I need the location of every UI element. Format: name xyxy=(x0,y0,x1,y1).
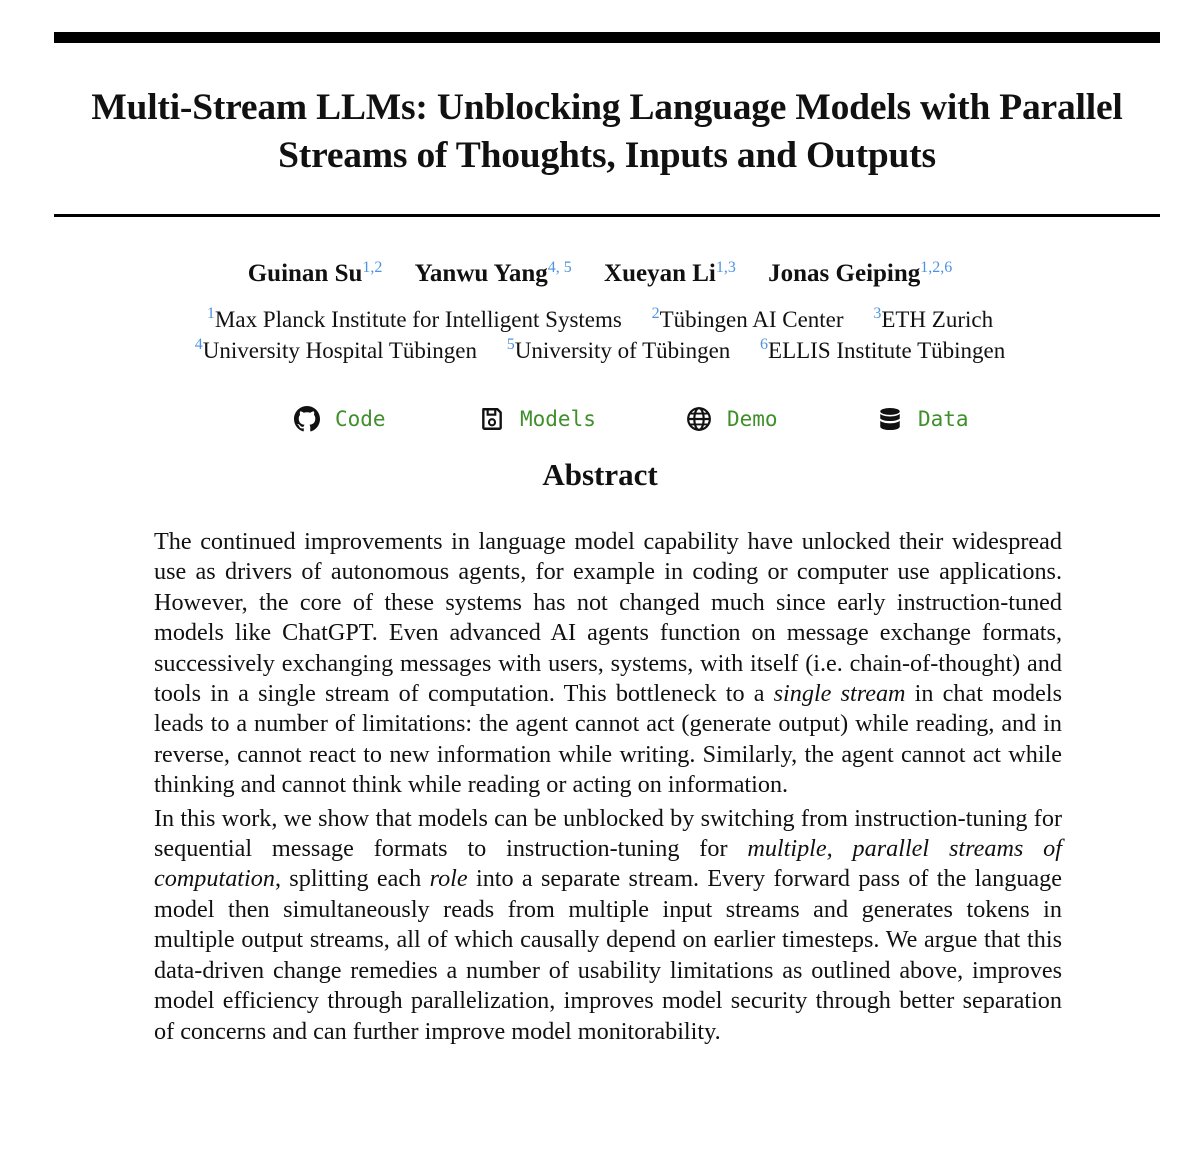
data-link-label: Data xyxy=(918,407,969,431)
database-icon xyxy=(877,406,903,432)
affiliation-list-row-2 xyxy=(0,336,1200,366)
affiliation-name: ETH Zurich xyxy=(881,307,994,332)
affiliation xyxy=(507,336,731,366)
affiliation-number: 1 xyxy=(206,305,215,322)
affiliation-name: Tübingen AI Center xyxy=(659,307,844,332)
affiliation xyxy=(652,305,844,335)
title-top-rule xyxy=(54,32,1160,43)
resource-links xyxy=(0,401,1200,437)
abstract-emphasis: single stream xyxy=(773,680,906,708)
affiliation-list-row-1 xyxy=(0,305,1200,335)
author xyxy=(768,256,952,292)
abstract-body xyxy=(154,527,1062,1047)
affiliation-name: University Hospital Tübingen xyxy=(202,338,478,363)
author xyxy=(415,256,572,292)
affiliation-name: ELLIS Institute Tübingen xyxy=(768,338,1006,363)
abstract-text: In this work, we show that models can be unblocked by switching from instruction-tuning for sequential message formats to instruction-tuning for xyxy=(154,804,1062,863)
author-name: Yanwu Yang xyxy=(414,260,548,287)
code-link[interactable] xyxy=(294,401,386,437)
floppy-disk-icon xyxy=(479,406,505,432)
code-link-label: Code xyxy=(335,407,386,431)
affiliation xyxy=(207,305,622,335)
affiliation-number: 6 xyxy=(760,336,769,353)
author xyxy=(604,256,736,292)
models-link-label: Models xyxy=(520,407,596,431)
abstract-text: The continued improvements in language model capability have unlocked their widespread use as drivers of autonomous agents, for example in coding or computer use applications. However, the core of these systems has not changed much since early instruction-tuned models like ChatGPT. Even advanced AI agents function on message exchange formats, successively exchanging messages with users, systems, with itself (i.e. chain-of-thought) and tools in a single stream of computation. This bottleneck to a xyxy=(154,528,1062,708)
abstract-text: , splitting each xyxy=(274,865,430,893)
author-affiliation-marks: 4, 5 xyxy=(547,259,572,276)
affiliation-name: Max Planck Institute for Intelligent Systems xyxy=(214,307,622,332)
author-affiliation-marks: 1,2,6 xyxy=(920,259,953,276)
affiliation-number: 4 xyxy=(194,336,203,353)
paper-title: Multi-Stream LLMs: Unblocking Language Models with Parallel Streams of Thoughts, Inputs and Outputs xyxy=(91,87,1123,176)
affiliation xyxy=(873,305,993,335)
author xyxy=(248,256,383,292)
author-list xyxy=(0,256,1200,292)
affiliation xyxy=(760,336,1005,366)
author-name: Jonas Geiping xyxy=(768,260,921,287)
author-affiliation-marks: 1,3 xyxy=(715,259,736,276)
abstract-paragraph-1 xyxy=(154,527,1062,801)
models-link[interactable] xyxy=(479,401,596,437)
affiliation-number: 5 xyxy=(506,336,515,353)
affiliation-name: University of Tübingen xyxy=(514,338,731,363)
abstract-text: in chat models leads to a number of limitations: the agent cannot act (generate output) while reading, and in reverse, cannot react to new information while writing. Similarly, the agent cannot act while thinking and cannot think while reading or acting on information. xyxy=(154,680,1062,799)
abstract-heading: Abstract xyxy=(542,457,658,492)
abstract-text: into a separate stream. Every forward pass of the language model then simultaneously reads from multiple input streams and generates tokens in multiple output streams, all of which causally depend on earlier timesteps. We argue that this data-driven change remedies a number of usability limitations as outlined above, improves model efficiency through parallelization, improves model security through better separation of concerns and can further improve model monitorability. xyxy=(154,865,1062,1045)
title-bottom-rule xyxy=(54,214,1160,217)
affiliation-number: 2 xyxy=(651,305,660,322)
globe-icon xyxy=(686,406,712,432)
abstract-emphasis: role xyxy=(429,865,468,893)
github-icon xyxy=(294,406,320,432)
author-affiliation-marks: 1,2 xyxy=(362,259,383,276)
affiliation-number: 3 xyxy=(873,305,882,322)
demo-link-label: Demo xyxy=(727,407,778,431)
affiliation xyxy=(195,336,477,366)
abstract-paragraph-2 xyxy=(154,804,1062,1047)
author-name: Xueyan Li xyxy=(604,260,716,287)
abstract-emphasis: multiple, parallel streams of computation xyxy=(154,835,1062,893)
demo-link[interactable] xyxy=(686,401,778,437)
author-name: Guinan Su xyxy=(247,260,363,287)
data-link[interactable] xyxy=(877,401,969,437)
